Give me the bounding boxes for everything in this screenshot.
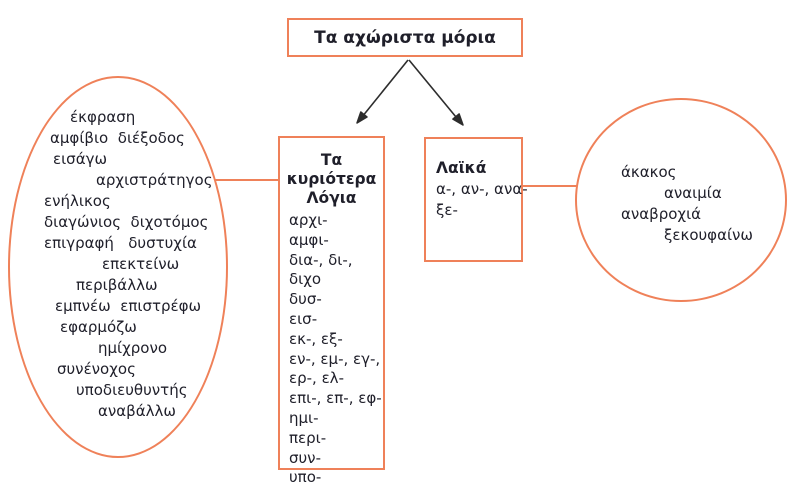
learned-prefixes-box <box>278 136 385 487</box>
prefix-item: εισ- <box>289 309 318 328</box>
example-word-line: ξεκουφαίνω <box>664 226 753 244</box>
prefix-item: δια-, δι-, <box>289 250 353 269</box>
prefix-item: ερ-, ελ- <box>289 369 344 388</box>
examples-circle-right <box>575 98 787 302</box>
learned-prefixes-header: Τα κυριότερα Λόγια <box>286 151 377 207</box>
prefix-item: ξε- <box>436 201 458 219</box>
example-word-line: περιβάλλω <box>76 276 158 294</box>
arrow-title-to-laikabox <box>409 60 463 125</box>
title-box <box>287 18 523 57</box>
prefix-item: εν-, εμ-, εγ-, <box>289 349 381 368</box>
example-word-line: έκφραση <box>70 108 136 126</box>
colloquial-prefixes-header: Λαϊκά <box>436 159 487 177</box>
example-word-line: αμφίβιο διέξοδος <box>50 129 185 147</box>
prefix-item: υπο- <box>289 468 322 487</box>
example-word-line: υποδιευθυντής <box>76 381 188 399</box>
example-word-line: ημίχρονο <box>98 339 168 357</box>
prefix-item: εκ-, εξ- <box>289 329 343 348</box>
prefix-item: συν- <box>289 448 321 467</box>
example-word-line: διαγώνιος διχοτόμος <box>44 213 209 231</box>
example-word-line: συνένοχος <box>57 360 136 378</box>
learned-prefixes-list <box>280 211 383 488</box>
colloquial-prefixes-box <box>424 137 528 262</box>
examples-ellipse-left <box>8 76 228 458</box>
prefix-item: αμφι- <box>289 230 329 249</box>
example-word-line: επεκτείνω <box>102 255 180 273</box>
example-word-line: αρχιστράτηγος <box>96 171 213 189</box>
example-word-line: αναιμία <box>664 184 722 202</box>
title-label: Τα αχώριστα μόρια <box>314 27 496 48</box>
example-word-line: εισάγω <box>53 150 108 168</box>
prefix-item: επι-, επ-, εφ- <box>289 389 382 408</box>
prefix-item: ημι- <box>289 408 319 427</box>
prefix-item: δυσ- <box>289 290 322 309</box>
prefix-item: διχο <box>289 270 322 289</box>
prefix-item: α-, αν-, ανα- <box>436 180 528 198</box>
example-word-line: ενήλικος <box>44 192 111 210</box>
colloquial-prefixes-list <box>436 179 528 221</box>
prefix-item: αρχι- <box>289 211 328 229</box>
example-word-line: αναβάλλω <box>98 402 176 420</box>
example-word-line: άκακος <box>621 163 677 181</box>
example-word-line: επιγραφή δυστυχία <box>44 234 197 252</box>
example-word-line: αναβροχιά <box>621 205 702 223</box>
example-word-line: εμπνέω επιστρέφω <box>55 297 202 315</box>
arrow-title-to-mainbox <box>357 60 408 123</box>
prefix-item: περι- <box>289 428 327 447</box>
example-word-line: εφαρμόζω <box>60 318 137 336</box>
